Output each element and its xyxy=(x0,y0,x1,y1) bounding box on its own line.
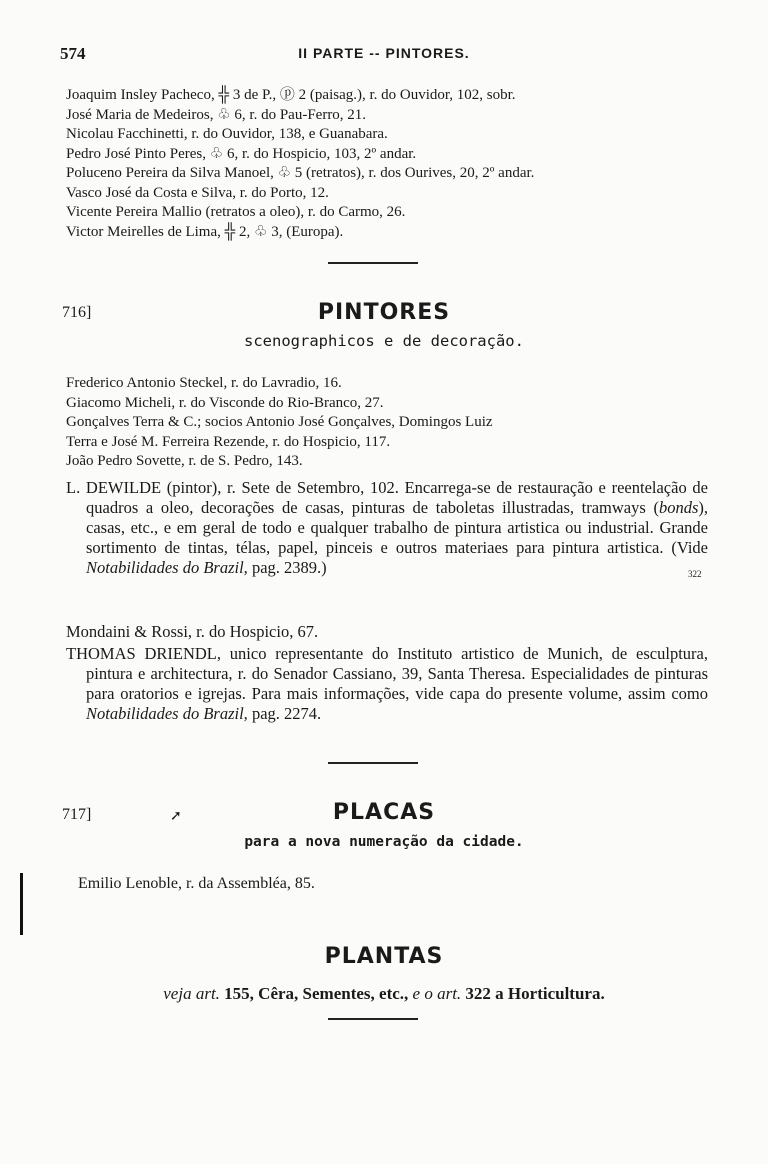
dewilde-reference: Notabilidades do Brazil, xyxy=(86,558,248,577)
top-entries-list xyxy=(66,86,716,242)
section-number: 717] xyxy=(62,806,92,823)
list-item: João Pedro Sovette, r. de S. Pedro, 143. xyxy=(66,453,303,469)
section-subtitle: scenographicos e de decoração. xyxy=(244,332,524,350)
list-item: Joaquim Insley Pacheco, ╬ 3 de P., ⓟ 2 (paisag.), r. do Ouvidor, 102, sobr. xyxy=(66,87,516,103)
list-item: Emilio Lenoble, r. da Assembléa, 85. xyxy=(78,875,315,892)
driendl-text-2: pag. 2274. xyxy=(247,704,322,723)
section-716-entries xyxy=(66,374,716,472)
list-item: Mondaini & Rossi, r. do Hospicio, 67. xyxy=(66,622,319,641)
dewilde-entry xyxy=(66,478,708,584)
list-item: Vasco José da Costa e Silva, r. do Porto, 12. xyxy=(66,184,329,201)
driendl-text: THOMAS DRIENDL, unico representante do Instituto artistico de Munich, de esculptura, pintura e architectura, r. do Senador Cassiano, 39, Santa Theresa. Especialidades de pinturas para oratorios e igrejas. Para mais informações, vide capa do presente volume, assim como xyxy=(66,644,708,703)
dewilde-text-3: pag. 2389.) xyxy=(247,558,327,577)
driendl-entry xyxy=(66,644,708,724)
mondaini-entry xyxy=(66,622,716,642)
list-item: Gonçalves Terra & C.; socios Antonio José Gonçalves, Domingos Luiz xyxy=(66,414,493,430)
list-item: Vicente Pereira Mallio (retratos a oleo), r. do Carmo, 26. xyxy=(66,204,406,220)
section-title: PLACAS xyxy=(332,800,436,825)
section-title: PINTORES xyxy=(317,300,451,325)
page-number: 574 xyxy=(60,44,86,63)
section-717-entries xyxy=(78,874,728,894)
divider xyxy=(328,1018,418,1020)
ref-mid: 155, Cêra, Sementes, etc., xyxy=(219,984,413,1003)
section-title: PLANTAS xyxy=(324,944,444,969)
list-item: Pedro José Pinto Peres, ♧ 6, r. do Hospicio, 103, 2º andar. xyxy=(66,145,417,162)
list-item: Victor Meirelles de Lima, ╬ 2, ♧ 3, (Europa). xyxy=(66,223,344,240)
margin-mark xyxy=(20,873,23,935)
list-item: Nicolau Facchinetti, r. do Ouvidor, 138, e Guanabara. xyxy=(66,126,388,142)
ref-eo: e o art. xyxy=(412,984,462,1003)
dewilde-text-2: ), casas, etc., e em geral de todo e qualquer trabalho de pintura artistica ou industrial. Grande sortimento de tintas, télas, papel, pinceis e outros materiaes para pintura artistica. (Vide xyxy=(86,498,708,557)
dewilde-paragraph: L. DEWILDE (pintor), r. Sete de Setembro, 102. Encarrega-se de restauração e reentelação de quadros a oleo, decorações de casas, pinturas de taboletas illustradas, tramways (bonds), casas, etc., e em geral de todo e qualquer trabalho de pintura artistica ou industrial. Grande sortimento de tintas, télas, papel, pinceis e outros materiaes para pintura artistica. (Vide Notabilidades do Brazil, pag. 2389.) 322 xyxy=(66,478,708,579)
running-head xyxy=(60,44,708,66)
dewilde-text: L. DEWILDE (pintor), r. Sete de Setembro, 102. Encarrega-se de restauração e reentelação de quadros a oleo, decorações de casas, pinturas de taboletas illustradas, tramways ( xyxy=(66,478,708,517)
divider xyxy=(328,262,418,264)
running-title: II PARTE -- PINTORES. xyxy=(298,45,470,61)
list-item: Frederico Antonio Steckel, r. do Lavradio, 16. xyxy=(66,375,342,391)
ref-veja: veja art. xyxy=(163,984,220,1003)
list-item: Giacomo Micheli, r. do Visconde do Rio-Branco, 27. xyxy=(66,394,384,411)
divider xyxy=(328,762,418,764)
driendl-reference: Notabilidades do Brazil, xyxy=(86,704,248,723)
pointer-mark-icon: ➚ xyxy=(170,809,182,824)
ref-end: 322 a Horticultura. xyxy=(461,984,605,1003)
list-item: Poluceno Pereira da Silva Manoel, ♧ 5 (retratos), r. dos Ourives, 20, 2º andar. xyxy=(66,165,535,181)
list-item-continuation: Terra e José M. Ferreira Rezende, r. do Hospicio, 117. xyxy=(66,433,391,450)
plantas-reference xyxy=(0,984,768,1004)
dewilde-bonds: bonds xyxy=(658,498,699,517)
section-subtitle: para a nova numeração da cidade. xyxy=(244,834,524,850)
section-number: 716] xyxy=(62,304,92,321)
driendl-paragraph xyxy=(66,644,708,724)
list-item: José Maria de Medeiros, ♧ 6, r. do Pau-Ferro, 21. xyxy=(66,106,367,123)
